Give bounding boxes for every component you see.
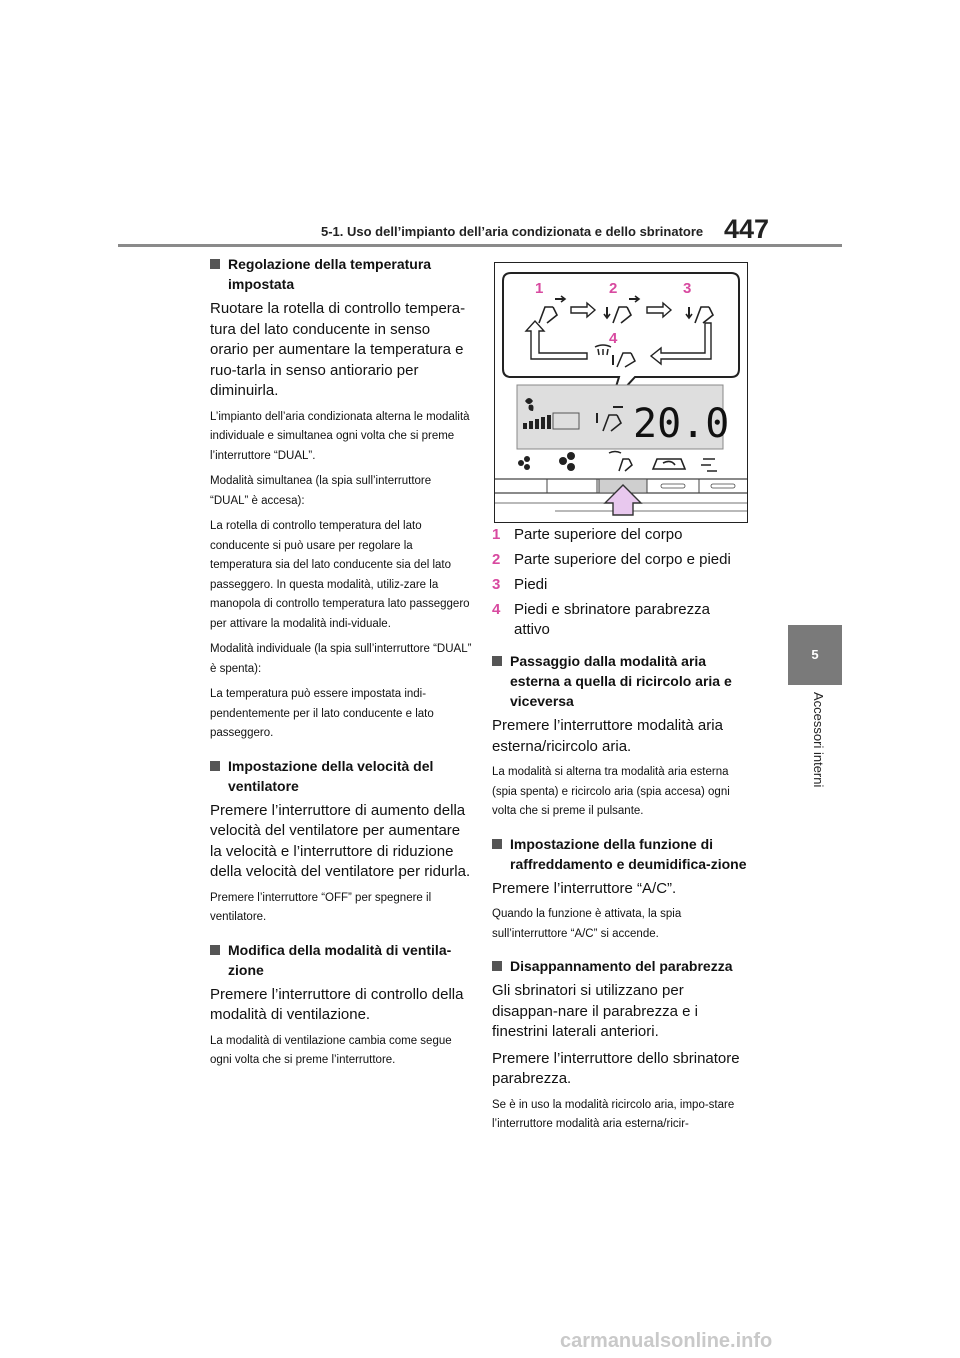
chapter-tab[interactable]: 5 (788, 625, 842, 685)
note-text: Modalità simultanea (la spia sull’interruttore “DUAL” è accesa): (210, 475, 432, 507)
mode-button-icon (609, 452, 632, 472)
note-text: La modalità si alterna tra modalità aria esterna (spia spenta) e ricircolo aria (spia accesa) ogni volta che si preme il pulsante. (492, 766, 730, 817)
temperature-readout: 20.0 (633, 401, 730, 447)
note-text: Se è in uso la modalità ricircolo aria, impo-stare l’interruttore modalità aria esterna/ricir- (492, 1098, 735, 1130)
body-text: Premere l’interruttore “A/C”. (492, 879, 677, 897)
body-text: Ruotare la rotella di controllo tempera-tura del lato conducente in senso orario per aumentare la temperatura e ruo-tarla in senso antiorario per diminuirla. (210, 300, 466, 399)
section-heading: Impostazione della funzione di raffreddamento e deumidifica-zione (492, 834, 748, 874)
callout-2-label: 2 (609, 280, 618, 297)
body-text: Premere l’interruttore dello sbrinatore parabrezza. (492, 1049, 740, 1087)
section-title: 5-1. Uso dell’impianto dell’aria condizionata e dello sbrinatore (321, 224, 704, 239)
callout-1-label: 1 (535, 280, 544, 297)
list-item: 4 Piedi e sbrinatore parabrezza attivo (492, 601, 710, 638)
note-text: L’impianto dell’aria condizionata alterna le modalità individuale e simultanea ogni volta che si preme l’interruttore “DUAL”. (210, 410, 470, 462)
body-text: Premere l’interruttore di controllo della modalità di ventilazione. (210, 985, 464, 1023)
page-header (0, 210, 960, 250)
callout-3-label: 3 (683, 280, 692, 297)
left-column (210, 254, 472, 1077)
body-text: Gli sbrinatori si utilizzano per disappan-nare il parabrezza e i finestrini laterali anteriori. (492, 982, 698, 1040)
note-text: Modalità individuale (la spia sull’interruttore “DUAL” è spenta): (210, 643, 472, 675)
windshield-defrost-icon (701, 459, 717, 471)
callout-4-label: 4 (609, 330, 618, 347)
section-heading: Regolazione della temperatura impostata (210, 254, 472, 294)
body-text: Premere l’interruttore di aumento della velocità del ventilatore per aumentare la velocità e l’interruttore di riduzione della velocità del ventilatore per ridurla. (210, 801, 471, 880)
note-text: La temperatura può essere impostata indi-pendentemente per il lato conducente e lato passeggero. (210, 688, 434, 739)
fan-up-icon (559, 452, 575, 471)
list-item: 1 Parte superiore del corpo (492, 526, 683, 543)
right-column (492, 525, 748, 1141)
bullet-square-icon (210, 259, 220, 269)
fan-down-icon (518, 456, 530, 470)
note-text: Premere l’interruttore “OFF” per spegnere il ventilatore. (210, 891, 432, 923)
watermark: carmanualsonline.info (560, 1330, 773, 1352)
chapter-label: Accessori interni (811, 692, 826, 788)
section-heading: Impostazione della velocità del ventilatore (210, 756, 472, 796)
bullet-square-icon (210, 945, 220, 955)
note-text: Quando la funzione è attivata, la spia sull’interruttore “A/C” si accende. (492, 908, 682, 940)
bullet-square-icon (492, 839, 502, 849)
airflow-mode-figure (494, 262, 748, 523)
list-item: 3 Piedi (492, 576, 548, 593)
bullet-square-icon (492, 961, 502, 971)
body-text: Premere l’interruttore modalità aria esterna/ricircolo aria. (492, 717, 723, 755)
mode-list (492, 525, 748, 640)
section-heading: Passaggio dalla modalità aria esterna a quella di ricircolo aria e viceversa (492, 651, 748, 711)
section-heading: Disappannamento del parabrezza (492, 956, 748, 976)
recirculation-icon (653, 459, 685, 469)
page-number: 447 (724, 214, 770, 244)
bullet-square-icon (210, 761, 220, 771)
section-heading: Modifica della modalità di ventila-zione (210, 940, 472, 980)
note-text: La modalità di ventilazione cambia come segue ogni volta che si preme l’interruttore. (210, 1034, 452, 1066)
note-text: La rotella di controllo temperatura del lato conducente si può usare per regolare la temperatura sia del lato conducente sia del lato passeggero. In questa modalità, utiliz-zare la manopola di controllo temperatura lato passeggero per attivare la modalità indi-viduale. (210, 520, 470, 630)
list-item: 2 Parte superiore del corpo e piedi (492, 551, 731, 568)
bullet-square-icon (492, 656, 502, 666)
header-divider (118, 244, 842, 247)
